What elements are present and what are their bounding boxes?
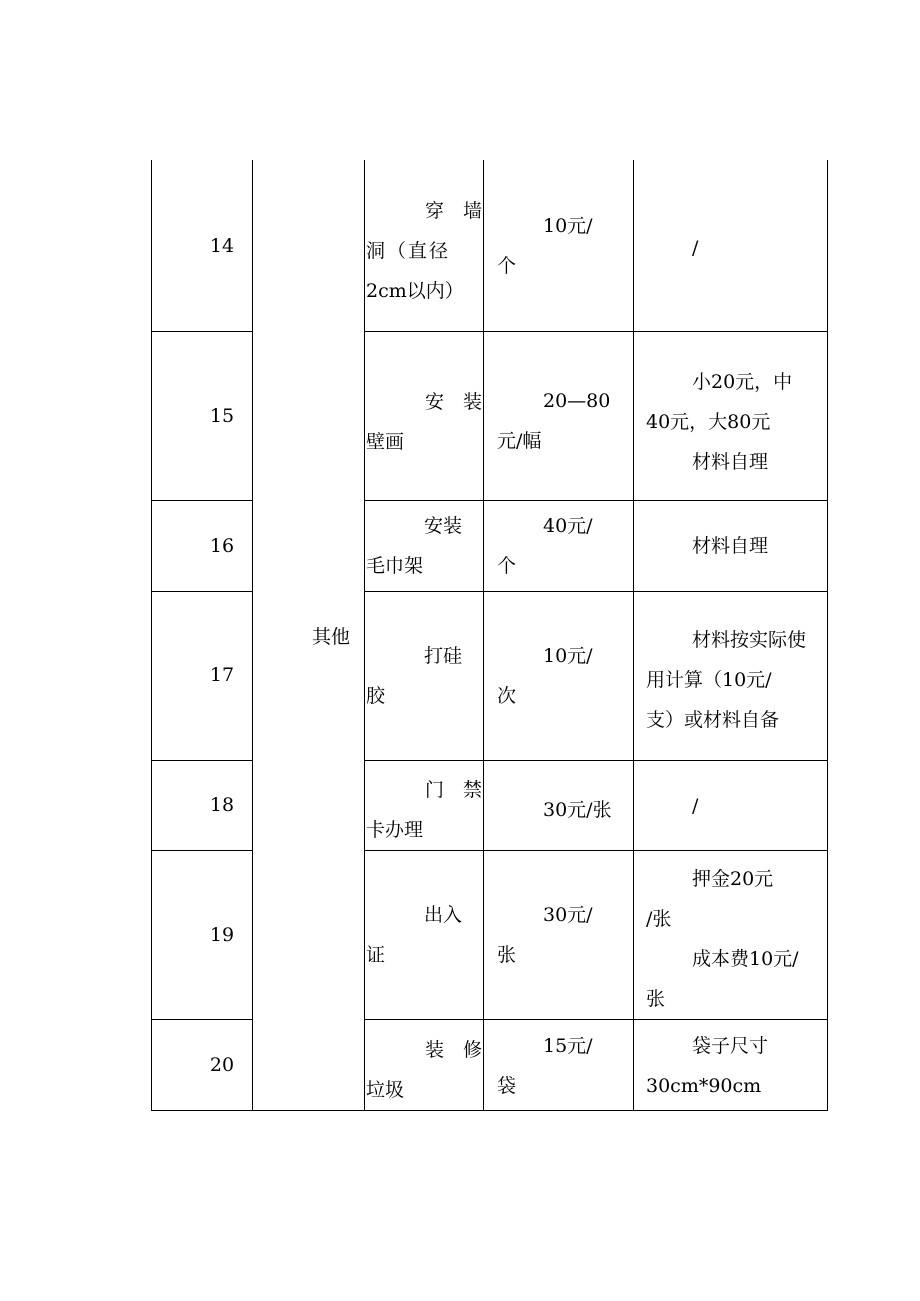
item-line: 卡办理 [366, 819, 424, 841]
category-cell: 其他 [312, 626, 351, 648]
price-line: 张 [497, 944, 517, 966]
table-border [252, 160, 253, 1111]
price-cell [497, 206, 633, 286]
row-number: 16 [209, 535, 235, 557]
item-cell [366, 770, 482, 850]
price-line: 20—80 [543, 390, 611, 412]
table-border [364, 591, 828, 592]
item-line: 穿 墙 [424, 200, 482, 222]
price-line: 个 [497, 555, 517, 577]
item-line: 安 装 [424, 391, 482, 413]
item-cell [366, 382, 482, 462]
note-line: /张 [646, 908, 672, 930]
note-line: 小20元，中 [692, 371, 793, 393]
table-border [364, 760, 828, 761]
row-number: 15 [209, 405, 235, 427]
price-line: 30元/ [543, 904, 593, 926]
item-line: 门 禁 [424, 779, 482, 801]
row-number: 18 [209, 794, 235, 816]
item-cell [366, 636, 482, 716]
note-line: 成本费10元/ [692, 948, 799, 970]
item-line: 洞（直径 [366, 240, 451, 262]
item-line: 出入 [424, 904, 463, 926]
price-cell [497, 1026, 633, 1106]
item-cell [366, 895, 482, 975]
table-border [364, 850, 828, 851]
item-line: 垃圾 [366, 1079, 405, 1101]
table-border [364, 160, 365, 1111]
price-line: 15元/ [543, 1035, 593, 1057]
item-line: 2cm以内） [366, 280, 464, 302]
price-line: 袋 [497, 1075, 517, 1097]
item-line: 装 修 [424, 1039, 482, 1061]
row-number: 20 [209, 1054, 235, 1076]
note-cell [646, 620, 826, 740]
table-border [151, 500, 253, 501]
table-border [151, 1019, 253, 1020]
note-cell [646, 228, 826, 268]
note-cell [646, 859, 826, 1019]
price-line: 30元/张 [543, 799, 612, 821]
note-cell [646, 526, 826, 566]
item-line: 胶 [366, 685, 386, 707]
item-cell [366, 506, 482, 586]
note-line: 材料按实际使 [692, 629, 807, 651]
price-cell [497, 506, 633, 586]
price-line: 40元/ [543, 515, 593, 537]
note-line: 张 [646, 988, 666, 1010]
row-number: 14 [209, 235, 235, 257]
note-line: 40元，大80元 [646, 411, 771, 433]
price-line: 元/幅 [497, 430, 542, 452]
note-line: 支）或材料自备 [646, 709, 780, 731]
price-cell [497, 895, 633, 975]
price-line: 次 [497, 685, 517, 707]
table-border [151, 331, 253, 332]
price-line: 10元/ [543, 645, 593, 667]
price-cell [497, 381, 633, 461]
table-border [364, 331, 828, 332]
item-line: 安装 [424, 515, 463, 537]
note-line: 30cm*90cm [646, 1075, 762, 1097]
item-cell [366, 1030, 482, 1110]
item-line: 打硅 [424, 645, 463, 667]
note-line: 袋子尺寸 [692, 1035, 769, 1057]
note-line: 用计算（10元/ [646, 669, 772, 691]
price-line: 个 [497, 255, 517, 277]
note-cell [646, 1026, 826, 1106]
table-border [827, 160, 828, 1111]
note-line: 材料自理 [692, 535, 769, 557]
item-cell [366, 191, 482, 311]
table-border [151, 160, 152, 1111]
note-line: / [692, 237, 699, 259]
table-border [483, 160, 484, 1111]
note-cell [646, 362, 826, 482]
table-border [633, 160, 634, 1111]
price-line: 10元/ [543, 215, 593, 237]
table-border [364, 500, 828, 501]
note-line: 押金20元 [692, 868, 774, 890]
price-cell [497, 790, 633, 830]
item-line: 毛巾架 [366, 555, 424, 577]
note-cell [646, 786, 826, 826]
note-line: / [692, 795, 699, 817]
item-line: 证 [366, 944, 386, 966]
table-border [151, 1110, 828, 1111]
note-line: 材料自理 [692, 451, 769, 473]
row-number: 19 [209, 924, 235, 946]
row-number: 17 [209, 664, 235, 686]
table-border [151, 591, 253, 592]
table-border [151, 760, 253, 761]
table-border [364, 1019, 828, 1020]
fee-table [151, 160, 828, 1111]
item-line: 壁画 [366, 431, 405, 453]
price-cell [497, 636, 633, 716]
table-border [151, 850, 253, 851]
